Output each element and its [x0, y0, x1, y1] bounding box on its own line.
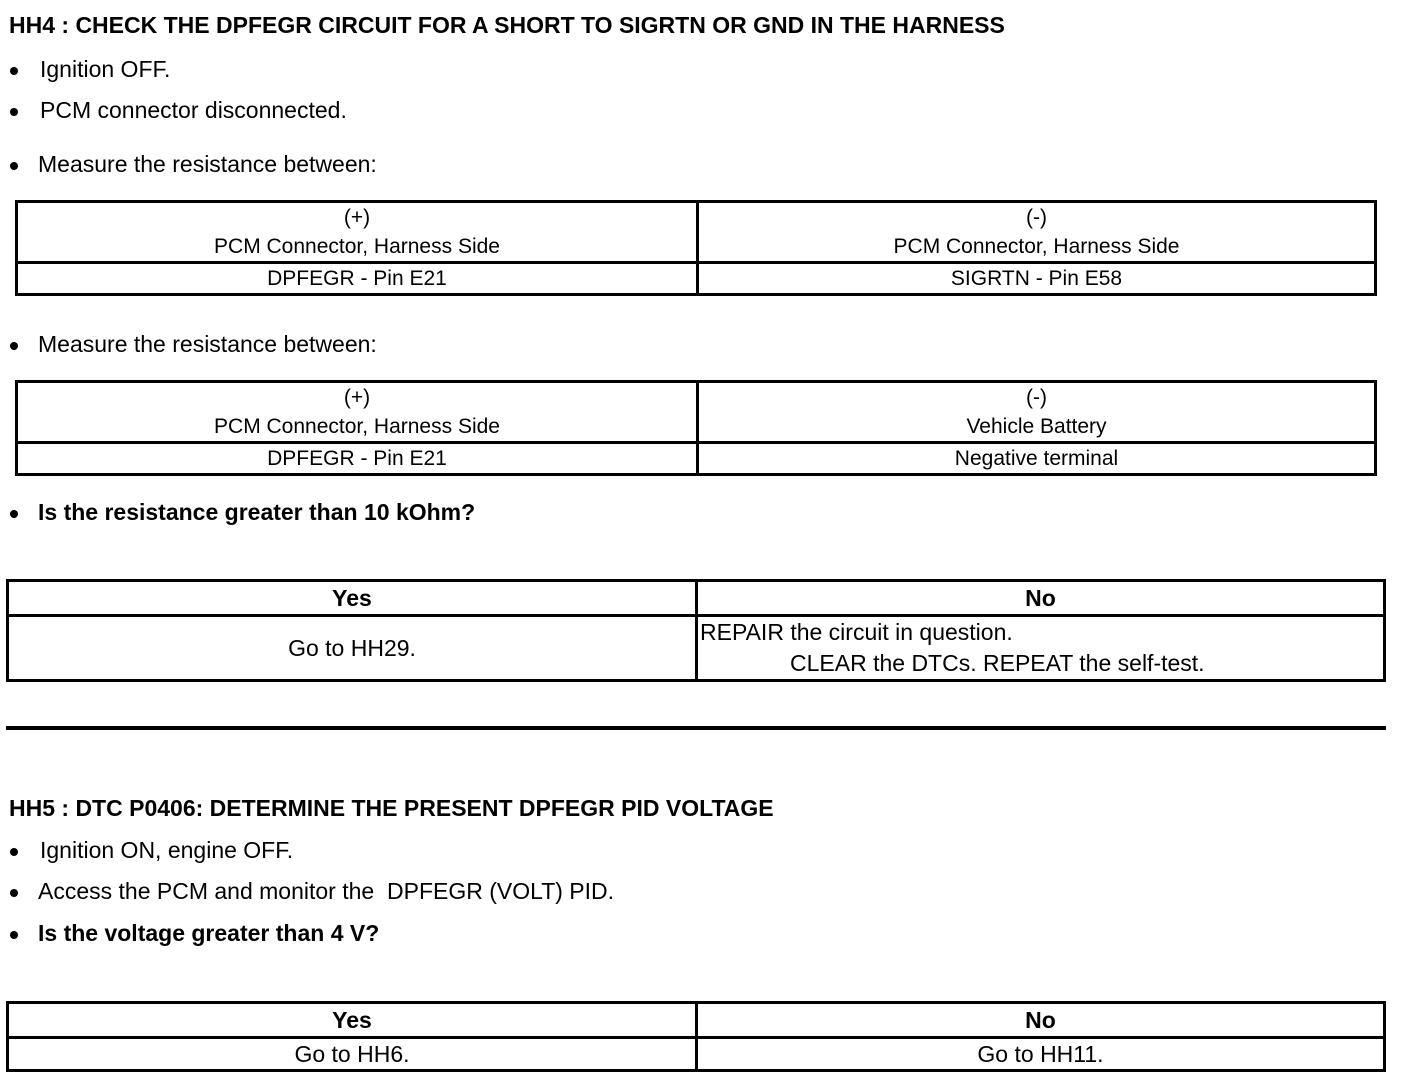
table1-col2-sign: (-) [1026, 206, 1047, 229]
table2-col2-header [698, 382, 1376, 443]
resistance-table-1 [15, 200, 1377, 296]
table2-col2-value: Negative terminal [698, 443, 1376, 475]
bullet-dot-icon [10, 848, 18, 856]
hh5-title: HH5 : DTC P0406: DETERMINE THE PRESENT DPFEGR PID VOLTAGE [9, 795, 774, 821]
bullet-dot-icon [10, 931, 18, 939]
table2-col1-header-text: PCM Connector, Harness Side [214, 415, 500, 438]
hh4-yes-action: Go to HH29. [8, 616, 697, 681]
table1-col2-header [698, 202, 1376, 263]
question-text: Is the voltage greater than 4 V? [38, 920, 380, 946]
table2-col2-header-text: Vehicle Battery [966, 415, 1107, 438]
hh4-title: HH4 : CHECK THE DPFEGR CIRCUIT FOR A SHORT TO SIGRTN OR GND IN THE HARNESS [9, 12, 1005, 38]
bullet-text: Ignition OFF. [40, 56, 171, 82]
bullet-dot-icon [10, 67, 18, 75]
bullet-dot-icon [10, 510, 18, 518]
bullet-dot-icon [10, 162, 18, 170]
hh4-no-action-line2: CLEAR the DTCs. REPEAT the self-test. [790, 650, 1205, 676]
table2-col1-sign: (+) [343, 386, 371, 409]
table1-col1-header [17, 202, 698, 263]
hh4-no-action [697, 616, 1385, 681]
table1-col1-sign: (+) [343, 206, 371, 229]
section-divider [6, 726, 1386, 730]
hh5-result-table [6, 1001, 1386, 1072]
hh4-result-table [6, 579, 1386, 682]
hh4-yes-header: Yes [8, 581, 697, 616]
bullet-text: PCM connector disconnected. [40, 97, 347, 123]
resistance-table-2 [15, 380, 1377, 476]
bullet-text: Access the PCM and monitor the DPFEGR (VOLT) PID. [38, 878, 615, 904]
hh4-no-action-line1: REPAIR the circuit in question. [700, 619, 1013, 645]
bullet-dot-icon [10, 342, 18, 350]
bullet-dot-icon [10, 889, 18, 897]
table2-col1-header [17, 382, 698, 443]
bullet-text: Measure the resistance between: [38, 151, 377, 177]
bullet-text: Measure the resistance between: [38, 331, 377, 357]
question-text: Is the resistance greater than 10 kOhm? [38, 499, 476, 525]
bullet-text: Ignition ON, engine OFF. [40, 837, 294, 863]
table2-col1-value: DPFEGR - Pin E21 [17, 443, 698, 475]
hh5-yes-action: Go to HH6. [8, 1038, 697, 1071]
bullet-dot-icon [10, 108, 18, 116]
hh5-no-header: No [697, 1003, 1385, 1038]
table1-col1-header-text: PCM Connector, Harness Side [214, 235, 500, 258]
table2-col2-sign: (-) [1026, 386, 1047, 409]
hh5-no-action: Go to HH11. [697, 1038, 1385, 1071]
hh4-no-header: No [697, 581, 1385, 616]
table1-col2-value: SIGRTN - Pin E58 [698, 263, 1376, 295]
hh5-yes-header: Yes [8, 1003, 697, 1038]
table1-col1-value: DPFEGR - Pin E21 [17, 263, 698, 295]
table1-col2-header-text: PCM Connector, Harness Side [893, 235, 1180, 258]
